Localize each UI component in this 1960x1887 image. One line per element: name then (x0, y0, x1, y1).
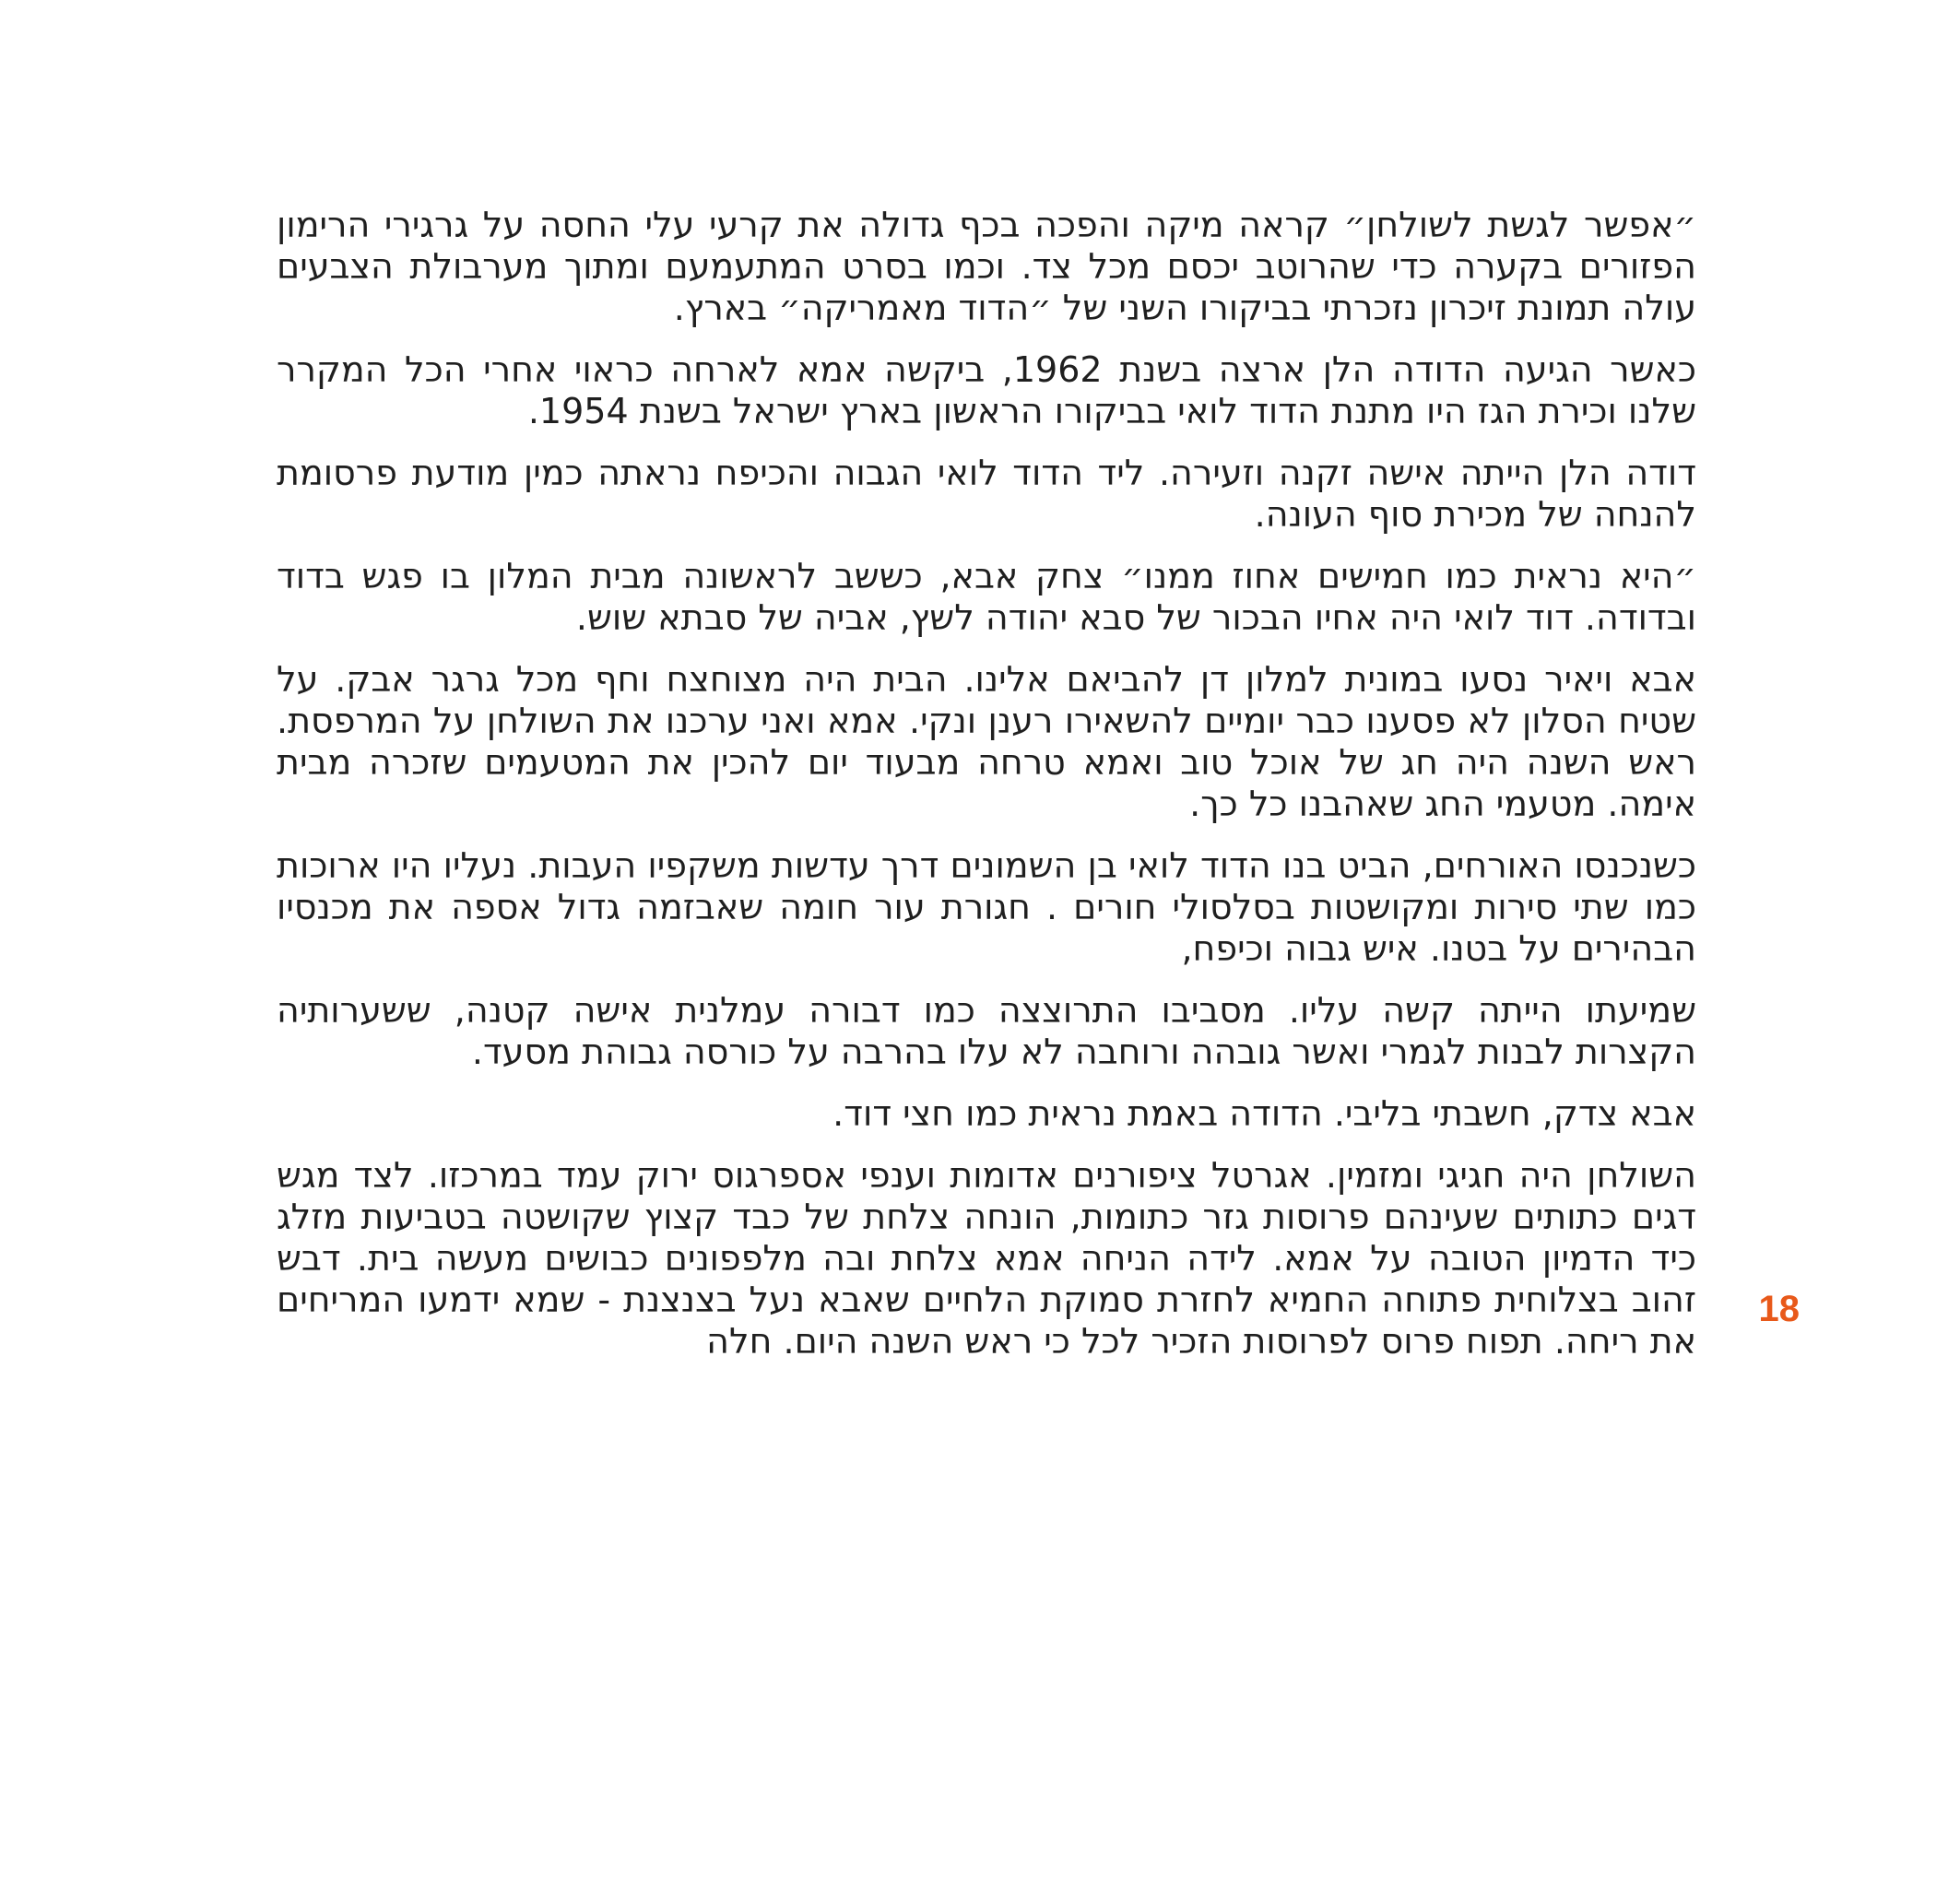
paragraph: אבא ויאיר נסעו במונית למלון דן להביאם אלינו. הבית היה מצוחצח וחף מכל גרגר אבק. על שטיח הסלון לא פסענו כבר יומיים להשאירו רענן ונקי. אמא ואני ערכנו את השולחן על המרפסת. ראש השנה היה חג של אוכל טוב ואמא טרחה מבעוד יום להכין את המטעמים שזכרה מבית אימה. מטעמי החג שאהבנו כל כך. (277, 659, 1696, 824)
paragraph: השולחן היה חגיגי ומזמין. אגרטל ציפורנים אדומות וענפי אספרגוס ירוק עמד במרכזו. לצד מגש דגים כתותים שעינהם פרוסות גזר כתומות, הונחה צלחת של כבד קצוץ שקושטה בטביעות מזלג כיד הדמיון הטובה על אמא. לידה הניחה אמא צלחת ובה מלפפונים כבושים מעשה בית. דבש זהוב בצלוחית פתוחה החמיא לחזרת סמוקת הלחיים שאבא נעל בצנצנת - שמא ידמעו המריחים את ריחה. תפוח פרוס לפרוסות הזכיר לכל כי ראש השנה היום. חלה (277, 1155, 1696, 1362)
paragraph: דודה הלן הייתה אישה זקנה וזעירה. ליד הדוד לואי הגבוה והכיפח נראתה כמין מודעת פרסומת להנחה של מכירת סוף העונה. (277, 453, 1696, 535)
paragraph: כשנכנסו האורחים, הביט בנו הדוד לואי בן השמונים דרך עדשות משקפיו העבות. נעליו היו ארוכות כמו שתי סירות ומקושטות בסלסולי חורים . חגורת עור חומה שאבזמה גדול אספה את מכנסיו הבהירים על בטנו. איש גבוה וכיפח, (277, 845, 1696, 969)
paragraph: שמיעתו הייתה קשה עליו. מסביבו התרוצצה כמו דבורה עמלנית אישה קטנה, ששערותיה הקצרות לבנות לגמרי ואשר גובהה ורוחבה לא עלו בהרבה על כורסה גבוהת מסעד. (277, 990, 1696, 1072)
paragraph: ״היא נראית כמו חמישים אחוז ממנו״ צחק אבא, כששב לראשונה מבית המלון בו פגש בדוד ובדודה. דוד לואי היה אחיו הבכור של סבא יהודה לשץ, אביה של סבתא שוש. (277, 556, 1696, 638)
paragraph: כאשר הגיעה הדודה הלן ארצה בשנת 1962, ביקשה אמא לארחה כראוי אחרי הכל המקרר שלנו וכירת הגז היו מתנת הדוד לואי בביקורו הראשון בארץ ישראל בשנת 1954. (277, 349, 1696, 431)
page-number: 18 (1758, 1289, 1800, 1329)
paragraph: אבא צדק, חשבתי בליבי. הדודה באמת נראית כמו חצי דוד. (832, 1093, 1696, 1134)
body-text (277, 205, 1696, 1383)
paragraph: ״אפשר לגשת לשולחן״ קראה מיקה והפכה בכף גדולה את קרעי עלי החסה על גרגירי הרימון הפזורים בקערה כדי שהרוטב יכסם מכל צד. וכמו בסרט המתעמעם ומתוך מערבולת הצבעים עולה תמונת זיכרון נזכרתי בביקורו השני של ״הדוד מאמריקה״ בארץ. (277, 205, 1696, 328)
